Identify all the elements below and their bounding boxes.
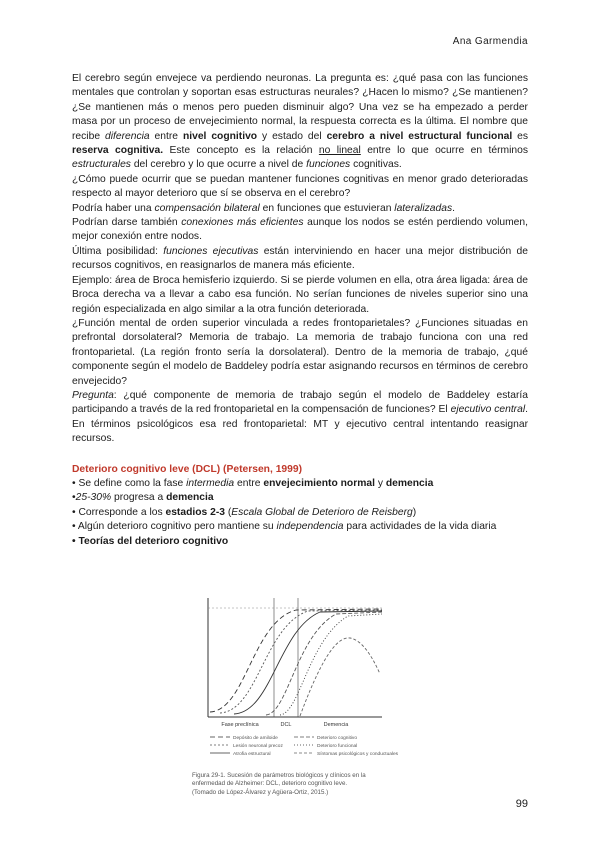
bullet: • Corresponde a los estadios 2-3 (Escala Global de Deterioro de Reisberg) bbox=[72, 506, 417, 518]
legend-entry: Deterioro funcional bbox=[317, 744, 358, 749]
legend-entry: Deterioro cognitivo bbox=[317, 736, 357, 741]
page-number: 99 bbox=[515, 798, 528, 810]
figure bbox=[196, 592, 399, 775]
paragraph: ¿Función mental de orden superior vinculada a redes frontoparietales? ¿Funciones situadas en prefrontal dorsolateral? Memoria de trabajo. La memoria de trabajo funciona con una red frontoparietal. (La región fronto sería la dorsolateral). Dentro de la memoria de trabajo, ¿qué componente según el modelo de Baddeley podría estar asignando recursos en términos de cerebro envejecido? bbox=[72, 317, 528, 387]
paragraph: Podrían darse también conexiones más eficientes aunque los nodos se estén perdiendo volumen, mejor conexión entre nodos. bbox=[72, 217, 528, 243]
paragraph: Podría haber una compensación bilateral en funciones que estuvieran lateralizadas. bbox=[72, 202, 455, 214]
legend-entry: Depósito de amiloide bbox=[233, 736, 278, 741]
paragraph: ¿Cómo puede ocurrir que se puedan mantener funciones cognitivas en menor grado deterioradas respecto al mayor deterioro que sí se observa en el cerebro? bbox=[72, 173, 528, 200]
running-header: Ana Garmendia bbox=[452, 36, 528, 47]
bullet: • Algún deterioro cognitivo pero mantiene su independencia para actividades de la vida diaria bbox=[72, 521, 497, 533]
legend-entry: Lesión neuronal precoz bbox=[233, 744, 283, 749]
bullet: • Teorías del deterioro cognitivo bbox=[72, 535, 229, 547]
xaxis-label-dcl: DCL bbox=[280, 722, 292, 728]
bullet: •25-30% progresa a demencia bbox=[72, 492, 214, 504]
paragraph: Pregunta: ¿qué componente de memoria de trabajo según el modelo de Baddeley estaría participando a través de la red frontoparietal en la compensación de funciones? El ejecutivo central. En términos psicológicos esa red frontoparietal: MT y ejecutivo central intentando reasignar recursos. bbox=[72, 389, 529, 445]
xaxis-label-dementia: Demencia bbox=[323, 722, 349, 728]
paragraph: Ejemplo: área de Broca hemisferio izquierdo. Si se pierde volumen en ella, otra área ligada: área de Broca derecha va a llevar a cabo esa función. No serían funciones de niveles superior sino una región especializada en algo similar a la otra función deteriorada. bbox=[72, 274, 528, 315]
figure-caption: Figura 29-1. Sucesión de parámetros biológicos y clínicos en la enfermedad de Alzheimer: DCL, deterioro cognitivo leve. (Tomado de López-Álvarez y Agüera-Ortiz, 2015.) bbox=[192, 772, 366, 796]
paragraph: El cerebro según envejece va perdiendo neuronas. La pregunta es: ¿qué pasa con las funciones mentales que controlan y soportan esas estructuras neurales? ¿Hacen lo mismo? ¿Se mantienen? ¿Se mantienen más o menos pero pueden disminuir algo? Una vez se ha empezado a perder masa por un proceso de envejecimiento normal, la respuesta correcta es la última. El nombre que recibe diferencia entre nivel cognitivo y estado del cerebro a nivel estructural funcional es reserva cognitiva. Este concepto es la relación no lineal entre lo que ocurre en términos estructurales del cerebro y lo que ocurre a nivel de funciones cognitivas. bbox=[72, 73, 529, 171]
paragraph: Última posibilidad: funciones ejecutivas están interviniendo en hacer una mejor distribución de recursos cognitivos, en reasignarlos de manera más eficiente. bbox=[72, 245, 528, 272]
xaxis-label-preclinical: Fase preclínica bbox=[221, 722, 259, 728]
legend-entry: Atrofia estructural bbox=[233, 752, 271, 757]
page-body bbox=[72, 72, 528, 549]
section-heading: Deterioro cognitivo leve (DCL) (Petersen, 1999) bbox=[72, 463, 303, 475]
legend-entry: Síntomas psicológicos y conductuales bbox=[317, 752, 399, 757]
bullet: • Se define como la fase intermedia entre envejecimiento normal y demencia bbox=[72, 477, 434, 489]
biomarker-curves-plot bbox=[196, 592, 399, 770]
